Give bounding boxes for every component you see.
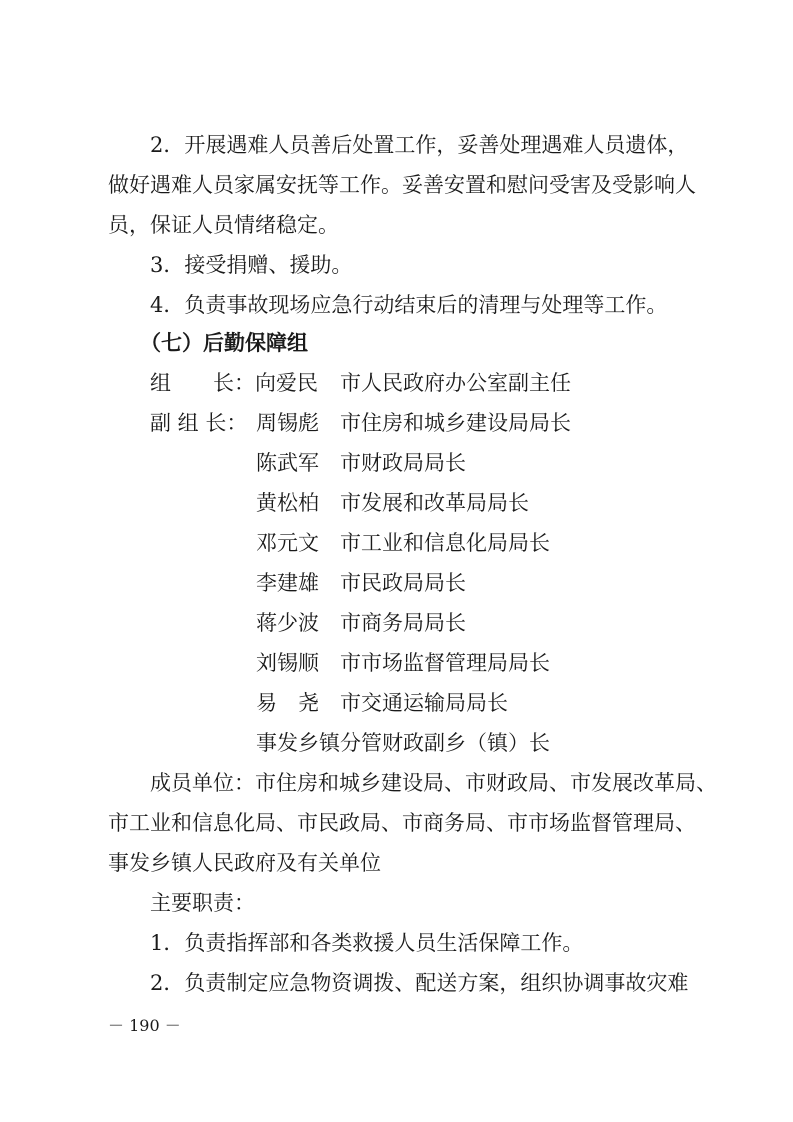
deputy-title: 市商务局局长 [340, 611, 466, 635]
deputy-row [256, 489, 529, 517]
leader-title: 市人民政府办公室副主任 [340, 371, 571, 395]
deputy-name: 周锡彪 [256, 411, 319, 435]
duty-item: 2．负责制定应急物资调拨、配送方案，组织协调事故灾难 [150, 971, 689, 995]
deputy-extra: 事发乡镇分管财政副乡（镇）长 [256, 731, 550, 755]
deputy-title: 市交通运输局局长 [340, 691, 508, 715]
page-number: － 190 － [108, 1016, 181, 1035]
leader-name: 向爱民 [255, 371, 318, 395]
paragraph-line: 员，保证人员情绪稳定。 [108, 213, 339, 237]
deputy-row [256, 649, 550, 677]
deputy-label: 副 组 长： [150, 411, 248, 435]
deputy-name: 黄松柏 [256, 491, 319, 515]
members-line: 事发乡镇人民政府及有关单位 [108, 851, 381, 875]
deputy-row [256, 569, 466, 597]
deputy-title: 市住房和城乡建设局局长 [340, 411, 571, 435]
leader-label: 组 长： [150, 371, 255, 395]
duties-heading: 主要职责： [150, 891, 255, 915]
deputy-row [256, 689, 508, 717]
deputy-name: 李建雄 [256, 571, 319, 595]
paragraph-line: 3．接受捐赠、援助。 [150, 253, 353, 277]
section-heading: （七）后勤保障组 [140, 330, 308, 355]
members-line: 市工业和信息化局、市民政局、市商务局、市市场监督管理局、 [108, 811, 696, 835]
duty-item: 1．负责指挥部和各类救援人员生活保障工作。 [150, 931, 584, 955]
paragraph-line: 4．负责事故现场应急行动结束后的清理与处理等工作。 [150, 293, 668, 317]
deputy-name: 蒋少波 [256, 611, 319, 635]
deputy-name: 邓元文 [256, 531, 319, 555]
deputy-title: 市工业和信息化局局长 [340, 531, 550, 555]
deputy-name: 陈武军 [256, 451, 319, 475]
leader-row [150, 369, 571, 397]
deputy-row [256, 449, 466, 477]
deputy-name: 刘锡顺 [256, 651, 319, 675]
paragraph-line: 做好遇难人员家属安抚等工作。妥善安置和慰问受害及受影响人 [108, 173, 696, 197]
deputy-title: 市财政局局长 [340, 451, 466, 475]
members-line: 成员单位：市住房和城乡建设局、市财政局、市发展改革局、 [150, 771, 717, 795]
deputy-title: 市发展和改革局局长 [340, 491, 529, 515]
deputy-row [256, 529, 550, 557]
paragraph-line: 2．开展遇难人员善后处置工作，妥善处理遇难人员遗体， [150, 133, 689, 157]
deputy-row [150, 409, 571, 437]
deputy-row [256, 609, 466, 637]
deputy-title: 市市场监督管理局局长 [340, 651, 550, 675]
deputy-name: 易 尧 [256, 691, 319, 715]
deputy-title: 市民政局局长 [340, 571, 466, 595]
